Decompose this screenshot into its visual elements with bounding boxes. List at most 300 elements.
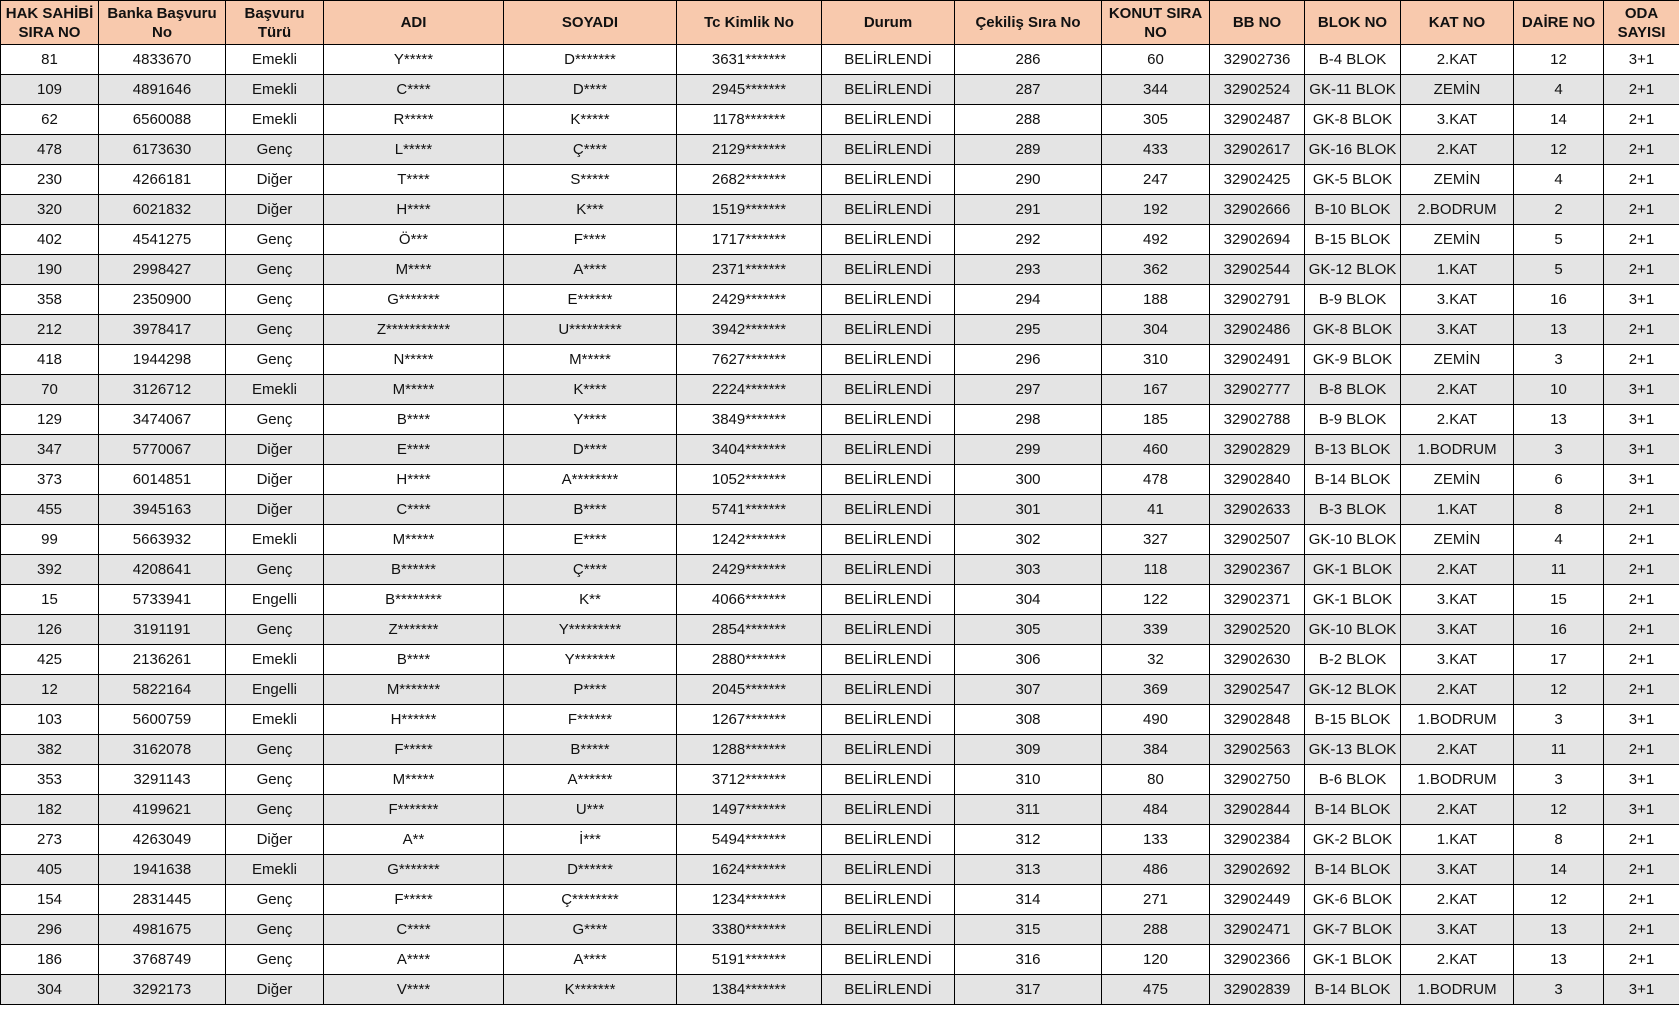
cell-blok-no: GK-5 BLOK: [1305, 165, 1401, 195]
cell-daire-no: 10: [1514, 375, 1604, 405]
cell-hak-sahibi-sira-no: 62: [1, 105, 99, 135]
table-row: [1, 435, 1679, 465]
cell-konut-sira-no: 339: [1102, 615, 1210, 645]
cell-durum: BELİRLENDİ: [822, 375, 955, 405]
cell-blok-no: GK-8 BLOK: [1305, 105, 1401, 135]
cell-basvuru-turu: Engelli: [226, 675, 324, 705]
cell-banka-basvuru-no: 6021832: [99, 195, 226, 225]
cell-cekilis-sira-no: 311: [955, 795, 1102, 825]
cell-blok-no: B-14 BLOK: [1305, 795, 1401, 825]
cell-adi: M*****: [324, 525, 504, 555]
cell-soyadi: K****: [504, 375, 677, 405]
cell-tc-kimlik-no: 1052*******: [677, 465, 822, 495]
cell-hak-sahibi-sira-no: 15: [1, 585, 99, 615]
cell-durum: BELİRLENDİ: [822, 315, 955, 345]
cell-banka-basvuru-no: 3978417: [99, 315, 226, 345]
cell-hak-sahibi-sira-no: 358: [1, 285, 99, 315]
cell-oda-sayisi: 2+1: [1604, 645, 1679, 675]
cell-soyadi: Ç****: [504, 135, 677, 165]
cell-kat-no: 1.KAT: [1401, 255, 1514, 285]
cell-daire-no: 8: [1514, 495, 1604, 525]
cell-hak-sahibi-sira-no: 129: [1, 405, 99, 435]
cell-daire-no: 3: [1514, 765, 1604, 795]
cell-soyadi: P****: [504, 675, 677, 705]
cell-hak-sahibi-sira-no: 304: [1, 975, 99, 1005]
cell-tc-kimlik-no: 2371*******: [677, 255, 822, 285]
cell-durum: BELİRLENDİ: [822, 915, 955, 945]
cell-banka-basvuru-no: 2998427: [99, 255, 226, 285]
cell-soyadi: Ç********: [504, 885, 677, 915]
cell-hak-sahibi-sira-no: 455: [1, 495, 99, 525]
table-row: [1, 645, 1679, 675]
cell-durum: BELİRLENDİ: [822, 255, 955, 285]
cell-cekilis-sira-no: 291: [955, 195, 1102, 225]
cell-soyadi: S*****: [504, 165, 677, 195]
cell-soyadi: F****: [504, 225, 677, 255]
cell-banka-basvuru-no: 3162078: [99, 735, 226, 765]
cell-bb-no: 32902840: [1210, 465, 1305, 495]
cell-soyadi: U***: [504, 795, 677, 825]
cell-basvuru-turu: Genç: [226, 405, 324, 435]
cell-durum: BELİRLENDİ: [822, 855, 955, 885]
table-row: [1, 135, 1679, 165]
cell-adi: G*******: [324, 285, 504, 315]
cell-soyadi: D*******: [504, 45, 677, 75]
cell-cekilis-sira-no: 290: [955, 165, 1102, 195]
cell-konut-sira-no: 327: [1102, 525, 1210, 555]
cell-cekilis-sira-no: 317: [955, 975, 1102, 1005]
cell-hak-sahibi-sira-no: 425: [1, 645, 99, 675]
cell-soyadi: D****: [504, 75, 677, 105]
cell-cekilis-sira-no: 301: [955, 495, 1102, 525]
cell-oda-sayisi: 2+1: [1604, 225, 1679, 255]
cell-durum: BELİRLENDİ: [822, 225, 955, 255]
cell-banka-basvuru-no: 3945163: [99, 495, 226, 525]
cell-durum: BELİRLENDİ: [822, 75, 955, 105]
cell-oda-sayisi: 3+1: [1604, 435, 1679, 465]
cell-banka-basvuru-no: 5663932: [99, 525, 226, 555]
table-row: [1, 285, 1679, 315]
cell-daire-no: 2: [1514, 195, 1604, 225]
cell-basvuru-turu: Emekli: [226, 75, 324, 105]
cell-tc-kimlik-no: 1242*******: [677, 525, 822, 555]
cell-daire-no: 17: [1514, 645, 1604, 675]
cell-cekilis-sira-no: 295: [955, 315, 1102, 345]
cell-adi: Z*******: [324, 615, 504, 645]
cell-adi: F*******: [324, 795, 504, 825]
cell-daire-no: 4: [1514, 75, 1604, 105]
cell-soyadi: K***: [504, 195, 677, 225]
cell-basvuru-turu: Emekli: [226, 105, 324, 135]
cell-tc-kimlik-no: 2880*******: [677, 645, 822, 675]
cell-kat-no: 3.KAT: [1401, 315, 1514, 345]
cell-hak-sahibi-sira-no: 320: [1, 195, 99, 225]
table-row: [1, 525, 1679, 555]
cell-tc-kimlik-no: 1288*******: [677, 735, 822, 765]
cell-daire-no: 5: [1514, 225, 1604, 255]
cell-tc-kimlik-no: 2129*******: [677, 135, 822, 165]
cell-tc-kimlik-no: 2854*******: [677, 615, 822, 645]
cell-hak-sahibi-sira-no: 347: [1, 435, 99, 465]
cell-oda-sayisi: 2+1: [1604, 525, 1679, 555]
table-row: [1, 45, 1679, 75]
col-hak-sahibi-sira-no: HAK SAHİBİ SIRA NO: [1, 1, 99, 45]
table-body: [1, 45, 1679, 1005]
cell-blok-no: GK-13 BLOK: [1305, 735, 1401, 765]
cell-adi: M****: [324, 255, 504, 285]
cell-konut-sira-no: 185: [1102, 405, 1210, 435]
cell-konut-sira-no: 310: [1102, 345, 1210, 375]
cell-cekilis-sira-no: 312: [955, 825, 1102, 855]
table-row: [1, 735, 1679, 765]
cell-oda-sayisi: 2+1: [1604, 735, 1679, 765]
cell-cekilis-sira-no: 293: [955, 255, 1102, 285]
cell-oda-sayisi: 3+1: [1604, 975, 1679, 1005]
cell-banka-basvuru-no: 3474067: [99, 405, 226, 435]
cell-soyadi: K**: [504, 585, 677, 615]
cell-tc-kimlik-no: 2224*******: [677, 375, 822, 405]
cell-basvuru-turu: Diğer: [226, 465, 324, 495]
cell-durum: BELİRLENDİ: [822, 615, 955, 645]
cell-bb-no: 32902692: [1210, 855, 1305, 885]
cell-basvuru-turu: Emekli: [226, 375, 324, 405]
cell-konut-sira-no: 362: [1102, 255, 1210, 285]
cell-blok-no: B-9 BLOK: [1305, 285, 1401, 315]
cell-oda-sayisi: 2+1: [1604, 195, 1679, 225]
cell-kat-no: 3.KAT: [1401, 855, 1514, 885]
cell-oda-sayisi: 3+1: [1604, 465, 1679, 495]
cell-bb-no: 32902507: [1210, 525, 1305, 555]
cell-konut-sira-no: 305: [1102, 105, 1210, 135]
table-row: [1, 555, 1679, 585]
cell-blok-no: B-9 BLOK: [1305, 405, 1401, 435]
col-blok-no: BLOK NO: [1305, 1, 1401, 45]
cell-bb-no: 32902829: [1210, 435, 1305, 465]
cell-tc-kimlik-no: 2682*******: [677, 165, 822, 195]
cell-soyadi: B****: [504, 495, 677, 525]
cell-soyadi: Y*******: [504, 645, 677, 675]
cell-cekilis-sira-no: 314: [955, 885, 1102, 915]
cell-cekilis-sira-no: 307: [955, 675, 1102, 705]
cell-basvuru-turu: Engelli: [226, 585, 324, 615]
cell-durum: BELİRLENDİ: [822, 885, 955, 915]
cell-basvuru-turu: Genç: [226, 945, 324, 975]
cell-cekilis-sira-no: 300: [955, 465, 1102, 495]
cell-durum: BELİRLENDİ: [822, 405, 955, 435]
cell-konut-sira-no: 133: [1102, 825, 1210, 855]
cell-hak-sahibi-sira-no: 373: [1, 465, 99, 495]
cell-basvuru-turu: Genç: [226, 615, 324, 645]
cell-oda-sayisi: 2+1: [1604, 555, 1679, 585]
cell-durum: BELİRLENDİ: [822, 435, 955, 465]
cell-hak-sahibi-sira-no: 103: [1, 705, 99, 735]
cell-bb-no: 32902633: [1210, 495, 1305, 525]
cell-cekilis-sira-no: 292: [955, 225, 1102, 255]
cell-hak-sahibi-sira-no: 478: [1, 135, 99, 165]
table-row: [1, 705, 1679, 735]
cell-adi: H****: [324, 195, 504, 225]
cell-soyadi: U*********: [504, 315, 677, 345]
cell-hak-sahibi-sira-no: 109: [1, 75, 99, 105]
cell-durum: BELİRLENDİ: [822, 495, 955, 525]
cell-basvuru-turu: Diğer: [226, 495, 324, 525]
cell-hak-sahibi-sira-no: 353: [1, 765, 99, 795]
cell-cekilis-sira-no: 286: [955, 45, 1102, 75]
cell-basvuru-turu: Genç: [226, 285, 324, 315]
cell-adi: Ö***: [324, 225, 504, 255]
cell-cekilis-sira-no: 305: [955, 615, 1102, 645]
cell-basvuru-turu: Diğer: [226, 435, 324, 465]
cell-adi: B******: [324, 555, 504, 585]
cell-oda-sayisi: 2+1: [1604, 585, 1679, 615]
cell-bb-no: 32902750: [1210, 765, 1305, 795]
cell-bb-no: 32902791: [1210, 285, 1305, 315]
table-row: [1, 405, 1679, 435]
table-row: [1, 975, 1679, 1005]
cell-bb-no: 32902471: [1210, 915, 1305, 945]
cell-tc-kimlik-no: 1519*******: [677, 195, 822, 225]
cell-basvuru-turu: Genç: [226, 735, 324, 765]
cell-adi: F*****: [324, 885, 504, 915]
cell-bb-no: 32902371: [1210, 585, 1305, 615]
cell-tc-kimlik-no: 5741*******: [677, 495, 822, 525]
cell-soyadi: A********: [504, 465, 677, 495]
cell-adi: H****: [324, 465, 504, 495]
cell-banka-basvuru-no: 3768749: [99, 945, 226, 975]
cell-durum: BELİRLENDİ: [822, 285, 955, 315]
cell-blok-no: GK-9 BLOK: [1305, 345, 1401, 375]
cell-kat-no: ZEMİN: [1401, 525, 1514, 555]
cell-tc-kimlik-no: 2429*******: [677, 555, 822, 585]
cell-basvuru-turu: Genç: [226, 915, 324, 945]
cell-hak-sahibi-sira-no: 190: [1, 255, 99, 285]
cell-banka-basvuru-no: 4541275: [99, 225, 226, 255]
cell-bb-no: 32902366: [1210, 945, 1305, 975]
cell-hak-sahibi-sira-no: 296: [1, 915, 99, 945]
cell-adi: H******: [324, 705, 504, 735]
table-row: [1, 675, 1679, 705]
cell-oda-sayisi: 3+1: [1604, 765, 1679, 795]
col-kat-no: KAT NO: [1401, 1, 1514, 45]
cell-bb-no: 32902736: [1210, 45, 1305, 75]
header-row: [1, 1, 1679, 45]
table-row: [1, 615, 1679, 645]
cell-konut-sira-no: 433: [1102, 135, 1210, 165]
cell-basvuru-turu: Emekli: [226, 705, 324, 735]
cell-soyadi: A****: [504, 255, 677, 285]
cell-adi: Z***********: [324, 315, 504, 345]
cell-oda-sayisi: 2+1: [1604, 675, 1679, 705]
cell-banka-basvuru-no: 3126712: [99, 375, 226, 405]
cell-hak-sahibi-sira-no: 70: [1, 375, 99, 405]
cell-bb-no: 32902848: [1210, 705, 1305, 735]
cell-adi: R*****: [324, 105, 504, 135]
cell-hak-sahibi-sira-no: 12: [1, 675, 99, 705]
cell-banka-basvuru-no: 4208641: [99, 555, 226, 585]
cell-oda-sayisi: 3+1: [1604, 375, 1679, 405]
cell-kat-no: 3.KAT: [1401, 105, 1514, 135]
cell-konut-sira-no: 344: [1102, 75, 1210, 105]
cell-banka-basvuru-no: 3191191: [99, 615, 226, 645]
cell-soyadi: Y****: [504, 405, 677, 435]
cell-blok-no: B-6 BLOK: [1305, 765, 1401, 795]
cell-tc-kimlik-no: 1267*******: [677, 705, 822, 735]
cell-hak-sahibi-sira-no: 154: [1, 885, 99, 915]
cell-kat-no: 2.KAT: [1401, 735, 1514, 765]
cell-kat-no: 2.KAT: [1401, 795, 1514, 825]
cell-kat-no: 1.BODRUM: [1401, 765, 1514, 795]
cell-bb-no: 32902563: [1210, 735, 1305, 765]
cell-kat-no: 3.KAT: [1401, 615, 1514, 645]
cell-soyadi: G****: [504, 915, 677, 945]
cell-konut-sira-no: 478: [1102, 465, 1210, 495]
cell-konut-sira-no: 118: [1102, 555, 1210, 585]
cell-konut-sira-no: 369: [1102, 675, 1210, 705]
table-row: [1, 945, 1679, 975]
cell-durum: BELİRLENDİ: [822, 735, 955, 765]
col-konut-sira-no: KONUT SIRA NO: [1102, 1, 1210, 45]
cell-durum: BELİRLENDİ: [822, 345, 955, 375]
cell-oda-sayisi: 2+1: [1604, 855, 1679, 885]
cell-banka-basvuru-no: 4981675: [99, 915, 226, 945]
cell-durum: BELİRLENDİ: [822, 465, 955, 495]
cell-blok-no: B-10 BLOK: [1305, 195, 1401, 225]
cell-oda-sayisi: 2+1: [1604, 615, 1679, 645]
table-row: [1, 585, 1679, 615]
cell-blok-no: B-15 BLOK: [1305, 705, 1401, 735]
cell-soyadi: A****: [504, 945, 677, 975]
cell-konut-sira-no: 120: [1102, 945, 1210, 975]
cell-banka-basvuru-no: 4266181: [99, 165, 226, 195]
cell-banka-basvuru-no: 5822164: [99, 675, 226, 705]
cell-daire-no: 12: [1514, 135, 1604, 165]
cell-adi: C****: [324, 915, 504, 945]
cell-konut-sira-no: 492: [1102, 225, 1210, 255]
cell-blok-no: GK-1 BLOK: [1305, 945, 1401, 975]
cell-konut-sira-no: 271: [1102, 885, 1210, 915]
cell-tc-kimlik-no: 5494*******: [677, 825, 822, 855]
cell-hak-sahibi-sira-no: 81: [1, 45, 99, 75]
cell-bb-no: 32902630: [1210, 645, 1305, 675]
cell-blok-no: GK-6 BLOK: [1305, 885, 1401, 915]
cell-kat-no: ZEMİN: [1401, 75, 1514, 105]
cell-blok-no: GK-7 BLOK: [1305, 915, 1401, 945]
cell-adi: B****: [324, 645, 504, 675]
cell-soyadi: D****: [504, 435, 677, 465]
cell-tc-kimlik-no: 1178*******: [677, 105, 822, 135]
cell-banka-basvuru-no: 4891646: [99, 75, 226, 105]
col-cekilis-sira-no: Çekiliş Sıra No: [955, 1, 1102, 45]
cell-durum: BELİRLENDİ: [822, 105, 955, 135]
cell-basvuru-turu: Genç: [226, 135, 324, 165]
cell-durum: BELİRLENDİ: [822, 165, 955, 195]
cell-oda-sayisi: 2+1: [1604, 825, 1679, 855]
cell-soyadi: A******: [504, 765, 677, 795]
cell-daire-no: 6: [1514, 465, 1604, 495]
cell-tc-kimlik-no: 3631*******: [677, 45, 822, 75]
cell-tc-kimlik-no: 1497*******: [677, 795, 822, 825]
cell-tc-kimlik-no: 2945*******: [677, 75, 822, 105]
cell-banka-basvuru-no: 1944298: [99, 345, 226, 375]
cell-daire-no: 4: [1514, 525, 1604, 555]
cell-tc-kimlik-no: 1234*******: [677, 885, 822, 915]
cell-daire-no: 12: [1514, 45, 1604, 75]
cell-oda-sayisi: 2+1: [1604, 915, 1679, 945]
cell-konut-sira-no: 192: [1102, 195, 1210, 225]
cell-banka-basvuru-no: 6014851: [99, 465, 226, 495]
cell-konut-sira-no: 247: [1102, 165, 1210, 195]
cell-oda-sayisi: 2+1: [1604, 255, 1679, 285]
cell-tc-kimlik-no: 3380*******: [677, 915, 822, 945]
cell-oda-sayisi: 3+1: [1604, 795, 1679, 825]
cell-cekilis-sira-no: 297: [955, 375, 1102, 405]
cell-blok-no: B-8 BLOK: [1305, 375, 1401, 405]
table-row: [1, 345, 1679, 375]
cell-bb-no: 32902777: [1210, 375, 1305, 405]
cell-basvuru-turu: Genç: [226, 345, 324, 375]
cell-adi: L*****: [324, 135, 504, 165]
cell-oda-sayisi: 3+1: [1604, 45, 1679, 75]
cell-adi: G*******: [324, 855, 504, 885]
cell-banka-basvuru-no: 6173630: [99, 135, 226, 165]
cell-kat-no: 1.KAT: [1401, 825, 1514, 855]
cell-adi: Y*****: [324, 45, 504, 75]
cell-banka-basvuru-no: 4833670: [99, 45, 226, 75]
cell-kat-no: 3.KAT: [1401, 285, 1514, 315]
cell-tc-kimlik-no: 7627*******: [677, 345, 822, 375]
cell-adi: C****: [324, 495, 504, 525]
col-banka-basvuru-no: Banka Başvuru No: [99, 1, 226, 45]
table-row: [1, 495, 1679, 525]
cell-tc-kimlik-no: 3942*******: [677, 315, 822, 345]
cell-tc-kimlik-no: 1624*******: [677, 855, 822, 885]
cell-bb-no: 32902491: [1210, 345, 1305, 375]
cell-konut-sira-no: 188: [1102, 285, 1210, 315]
cell-tc-kimlik-no: 3404*******: [677, 435, 822, 465]
col-adi: ADI: [324, 1, 504, 45]
cell-kat-no: ZEMİN: [1401, 165, 1514, 195]
cell-kat-no: 2.KAT: [1401, 45, 1514, 75]
cell-kat-no: 3.KAT: [1401, 915, 1514, 945]
cell-tc-kimlik-no: 4066*******: [677, 585, 822, 615]
col-bb-no: BB NO: [1210, 1, 1305, 45]
col-tc-kimlik-no: Tc Kimlik No: [677, 1, 822, 45]
cell-banka-basvuru-no: 6560088: [99, 105, 226, 135]
cell-basvuru-turu: Genç: [226, 555, 324, 585]
cell-basvuru-turu: Diğer: [226, 825, 324, 855]
cell-daire-no: 13: [1514, 915, 1604, 945]
cell-daire-no: 4: [1514, 165, 1604, 195]
cell-oda-sayisi: 3+1: [1604, 705, 1679, 735]
cell-banka-basvuru-no: 4263049: [99, 825, 226, 855]
cell-bb-no: 32902666: [1210, 195, 1305, 225]
cell-oda-sayisi: 2+1: [1604, 885, 1679, 915]
cell-daire-no: 11: [1514, 555, 1604, 585]
cell-kat-no: 1.BODRUM: [1401, 975, 1514, 1005]
cell-blok-no: GK-12 BLOK: [1305, 675, 1401, 705]
cell-hak-sahibi-sira-no: 212: [1, 315, 99, 345]
cell-banka-basvuru-no: 2136261: [99, 645, 226, 675]
cell-durum: BELİRLENDİ: [822, 585, 955, 615]
cell-banka-basvuru-no: 1941638: [99, 855, 226, 885]
cell-blok-no: B-14 BLOK: [1305, 855, 1401, 885]
cell-cekilis-sira-no: 309: [955, 735, 1102, 765]
cell-bb-no: 32902486: [1210, 315, 1305, 345]
cell-hak-sahibi-sira-no: 382: [1, 735, 99, 765]
cell-kat-no: 3.KAT: [1401, 645, 1514, 675]
cell-adi: B****: [324, 405, 504, 435]
cell-kat-no: 1.BODRUM: [1401, 435, 1514, 465]
